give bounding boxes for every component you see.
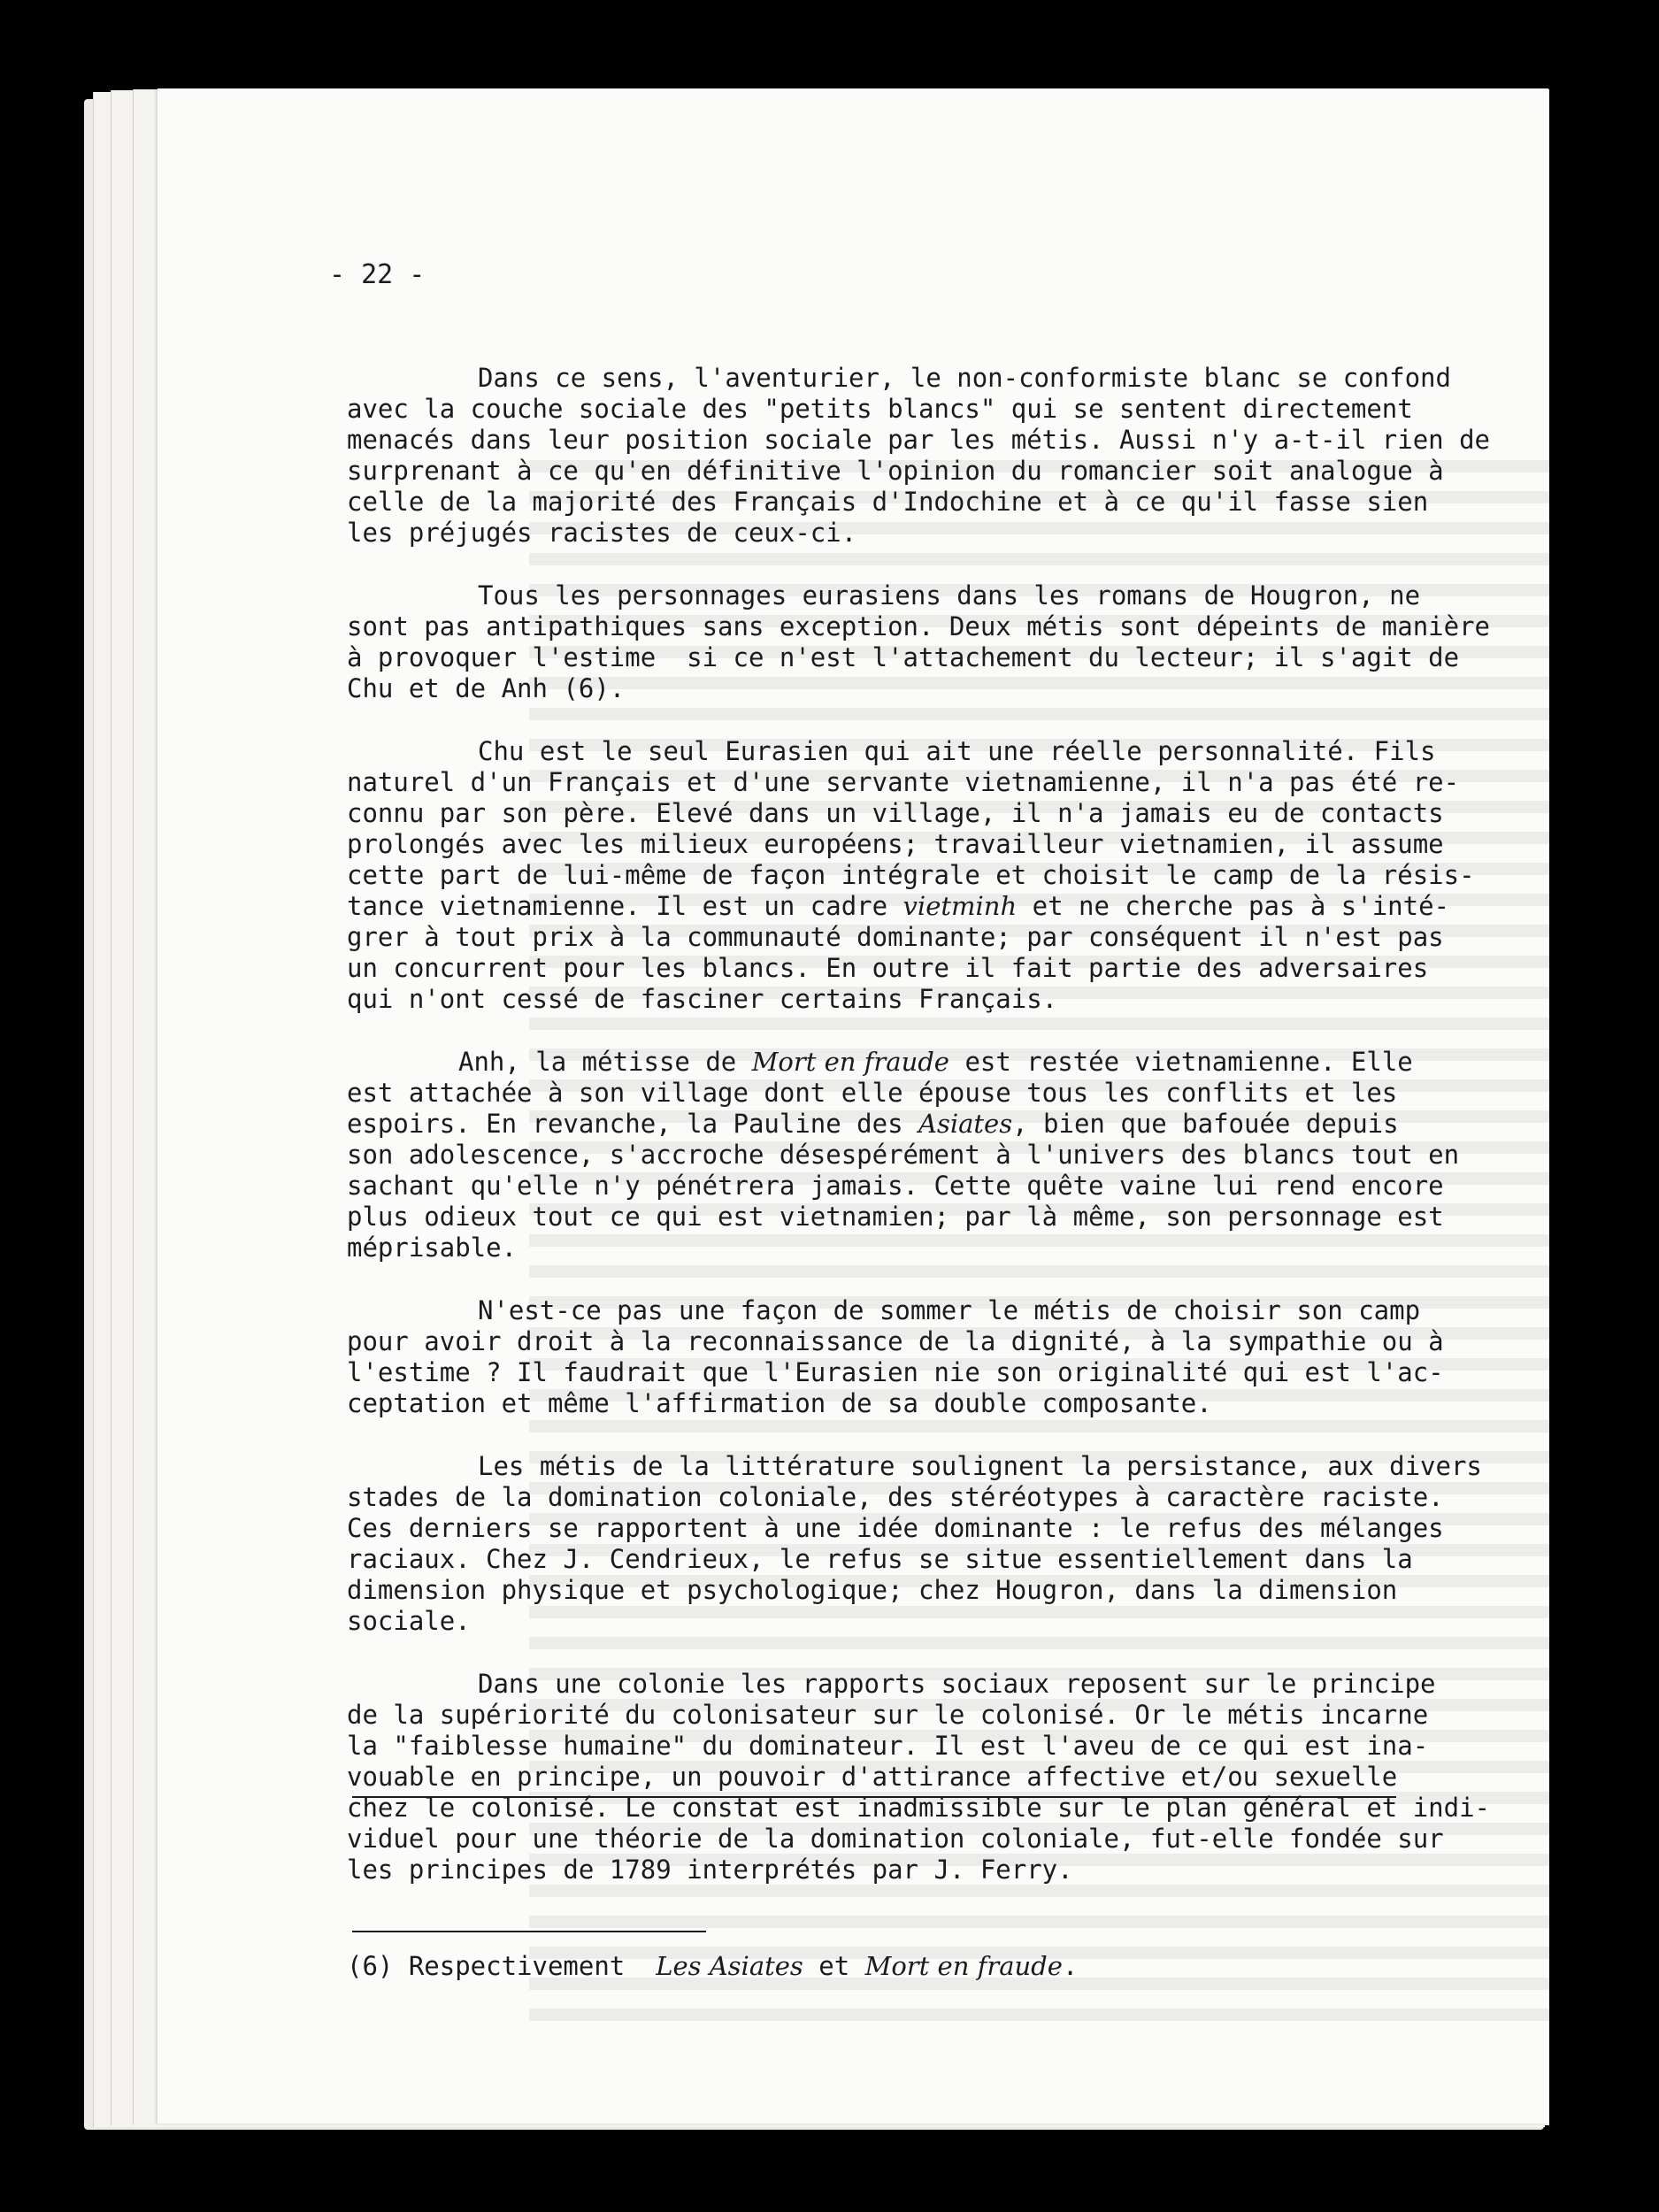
body-text xyxy=(347,363,1491,1917)
text-line xyxy=(347,1078,1444,1109)
text-run: Chu et de Anh (6). xyxy=(347,673,626,703)
text-line xyxy=(347,1855,1444,1886)
text-line xyxy=(347,1047,1444,1078)
text-line xyxy=(347,1700,1444,1731)
text-line xyxy=(347,860,1475,891)
paragraph xyxy=(347,1295,1444,1419)
text-line xyxy=(347,363,1451,394)
text-run: menacés dans leur position sociale par les métis. Aussi n'y a-t-il rien de xyxy=(347,425,1491,455)
text-run: Chu est le seul Eurasien qui ait une réelle personnalité. Fils xyxy=(478,736,1436,766)
text-run: sociale. xyxy=(347,1606,471,1636)
text-line xyxy=(347,798,1444,829)
text-run: l'estime ? Il faudrait que l'Eurasien nie son originalité qui est l'ac- xyxy=(347,1357,1444,1387)
text-run: espoirs. En revanche, la Pauline des xyxy=(347,1109,919,1139)
text-line xyxy=(347,1544,1444,1575)
footnote-middle: et xyxy=(803,1951,865,1981)
text-run: dimension physique et psychologique; chez Hougron, dans la dimension xyxy=(347,1575,1398,1605)
paragraph xyxy=(347,363,1491,549)
text-line xyxy=(347,1669,1444,1700)
text-run: celle de la majorité des Français d'Indochine et à ce qu'il fasse sien xyxy=(347,487,1429,517)
text-run: Dans ce sens, l'aventurier, le non-conformiste blanc se confond xyxy=(478,363,1451,393)
italic-title: Asiates xyxy=(918,1109,1013,1139)
text-run: Tous les personnages eurasiens dans les romans de Hougron, ne xyxy=(478,580,1421,611)
text-line xyxy=(347,1326,1444,1357)
text-run: Les métis de la littérature soulignent la persistance, aux divers xyxy=(478,1451,1482,1481)
text-run: tance vietnamienne. Il est un cadre xyxy=(347,891,903,921)
footnote-work-2: Mort en fraude xyxy=(864,1951,1063,1981)
text-line xyxy=(347,1233,1444,1263)
text-run: Dans une colonie les rapports sociaux reposent sur le principe xyxy=(478,1669,1436,1699)
text-line xyxy=(347,1171,1444,1202)
text-run: les préjugés racistes de ceux-ci. xyxy=(347,518,857,548)
text-run: Anh, la métisse de xyxy=(458,1047,752,1077)
text-run: vouable en principe, un pouvoir d'attirance affective et/ou sexuelle xyxy=(347,1762,1398,1792)
text-run: viduel pour une théorie de la domination coloniale, fut-elle fondée sur xyxy=(347,1824,1444,1854)
text-line xyxy=(347,456,1444,487)
text-line xyxy=(347,1295,1444,1326)
text-line xyxy=(347,580,1444,611)
text-line xyxy=(347,829,1444,860)
text-run: pour avoir droit à la reconnaissance de la dignité, à la sympathie ou à xyxy=(347,1326,1444,1356)
text-line xyxy=(347,1731,1444,1762)
footnote-separator-long xyxy=(352,1796,1396,1798)
text-line xyxy=(347,1762,1444,1793)
text-line xyxy=(347,1202,1444,1233)
paragraph xyxy=(347,736,1475,1015)
text-run: avec la couche sociale des "petits blancs" qui se sentent directement xyxy=(347,394,1413,424)
text-run: à provoquer l'estime si ce n'est l'attachement du lecteur; il s'agit de xyxy=(347,642,1460,672)
text-line xyxy=(347,394,1444,425)
italic-title: vietminh xyxy=(902,891,1018,921)
text-run: ceptation et même l'affirmation de sa double composante. xyxy=(347,1388,1212,1418)
text-line xyxy=(347,1109,1444,1140)
page-number: - 22 - xyxy=(329,259,426,290)
text-line xyxy=(347,1140,1460,1171)
text-line xyxy=(347,1575,1444,1606)
text-run: prolongés avec les milieux européens; travailleur vietnamien, il assume xyxy=(347,829,1444,859)
text-run: un concurrent pour les blancs. En outre il fait partie des adversaires xyxy=(347,953,1429,983)
text-line xyxy=(347,736,1444,767)
footnote-separator xyxy=(352,1931,706,1932)
text-line xyxy=(347,673,1444,704)
text-run: de la supériorité du colonisateur sur le colonisé. Or le métis incarne xyxy=(347,1700,1429,1730)
text-line xyxy=(347,953,1444,984)
text-run: , bien que bafouée depuis xyxy=(1012,1109,1399,1139)
text-run: N'est-ce pas une façon de sommer le métis de choisir son camp xyxy=(478,1295,1421,1325)
text-run: est restée vietnamienne. Elle xyxy=(949,1047,1413,1077)
text-run: est attachée à son village dont elle épouse tous les conflits et les xyxy=(347,1078,1398,1108)
text-line xyxy=(347,1824,1444,1855)
text-line xyxy=(347,518,1444,549)
text-run: son adolescence, s'accroche désespérément à l'univers des blancs tout en xyxy=(347,1140,1460,1170)
text-run: cette part de lui-même de façon intégrale et choisit le camp de la résis- xyxy=(347,860,1475,890)
text-line xyxy=(347,642,1460,673)
text-run: et ne cherche pas à s'inté- xyxy=(1017,891,1450,921)
text-line xyxy=(347,984,1444,1015)
text-line xyxy=(347,767,1460,798)
text-line xyxy=(347,1606,1444,1637)
text-line xyxy=(347,487,1444,518)
paragraph xyxy=(347,1669,1491,1886)
text-line xyxy=(347,1482,1444,1513)
italic-title: Mort en fraude xyxy=(751,1047,949,1077)
text-line xyxy=(347,1451,1482,1482)
text-run: qui n'ont cessé de fasciner certains Français. xyxy=(347,984,1058,1014)
text-run: naturel d'un Français et d'une servante vietnamienne, il n'a pas été re- xyxy=(347,767,1460,797)
text-line xyxy=(347,611,1491,642)
text-line xyxy=(347,922,1444,953)
text-line xyxy=(347,1513,1444,1544)
footnote-work-1: Les Asiates xyxy=(656,1951,803,1981)
footnote-suffix: . xyxy=(1062,1951,1079,1981)
footnote-6 xyxy=(347,1951,1078,1982)
text-run: les principes de 1789 interprétés par J. Ferry. xyxy=(347,1855,1073,1885)
text-run: grer à tout prix à la communauté dominante; par conséquent il n'est pas xyxy=(347,922,1444,952)
text-run: sachant qu'elle n'y pénétrera jamais. Cette quête vaine lui rend encore xyxy=(347,1171,1444,1201)
footnote-prefix: (6) Respectivement xyxy=(347,1951,657,1981)
text-run: Ces derniers se rapportent à une idée dominante : le refus des mélanges xyxy=(347,1513,1444,1543)
text-line xyxy=(347,1357,1444,1388)
paragraph xyxy=(347,1047,1460,1263)
text-line xyxy=(347,425,1491,456)
text-run: la "faiblesse humaine" du dominateur. Il est l'aveu de ce qui est ina- xyxy=(347,1731,1429,1761)
text-line xyxy=(347,1388,1444,1419)
text-run: sont pas antipathiques sans exception. Deux métis sont dépeints de manière xyxy=(347,611,1491,641)
text-line xyxy=(347,891,1450,922)
text-run: chez le colonisé. Le constat est inadmissible sur le plan général et indi- xyxy=(347,1793,1491,1823)
text-run: surprenant à ce qu'en définitive l'opinion du romancier soit analogue à xyxy=(347,456,1444,486)
text-run: plus odieux tout ce qui est vietnamien; par là même, son personnage est xyxy=(347,1202,1444,1232)
text-run: raciaux. Chez J. Cendrieux, le refus se situe essentiellement dans la xyxy=(347,1544,1413,1574)
paragraph xyxy=(347,1451,1482,1637)
paragraph xyxy=(347,580,1491,704)
text-run: méprisable. xyxy=(347,1233,518,1263)
text-run: stades de la domination coloniale, des stéréotypes à caractère raciste. xyxy=(347,1482,1444,1512)
text-run: connu par son père. Elevé dans un village, il n'a jamais eu de contacts xyxy=(347,798,1444,828)
